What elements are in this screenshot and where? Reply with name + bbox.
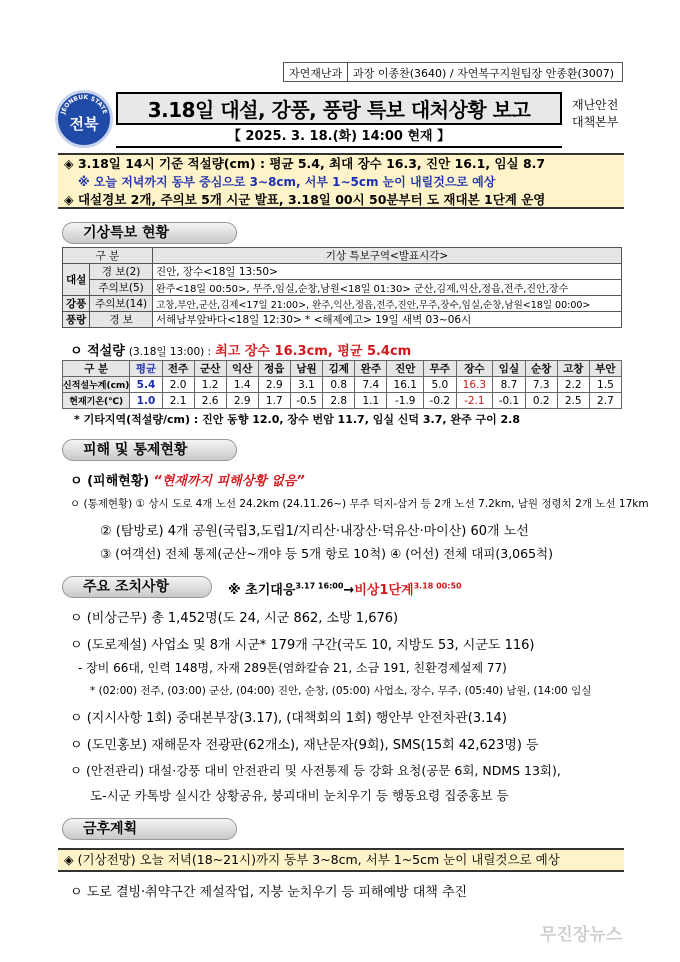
control-trails: ② (탐방로) 4개 공원(국립3,도립1/지리산·내장산·덕유산·마이산) 60개 노선 — [100, 524, 529, 539]
snow-value-cell: 7.3 — [525, 377, 557, 393]
section-weather: 기상특보 현황 — [62, 222, 237, 244]
table-row — [63, 264, 622, 280]
weather-cat: 대설 — [63, 264, 90, 296]
measure-equipment: - 장비 66대, 인력 148명, 자재 289톤(염화칼슘 21, 소금 191, 친환경제설제 77) — [78, 661, 507, 675]
snow-header-cell: 전주 — [162, 361, 194, 377]
snow-table — [62, 360, 622, 409]
contact-bar — [283, 62, 623, 82]
snow-value-cell: -1.9 — [387, 393, 424, 409]
snow-value-cell: 2.1 — [162, 393, 194, 409]
plan-forecast: ◈ (기상전망) 오늘 저녁(18~21시)까지 동부 3~8cm, 서부 1~5cm 눈이 내릴것으로 예상 — [58, 848, 624, 872]
snow-value-cell: 2.0 — [162, 377, 194, 393]
snow-header-cell: 구 분 — [63, 361, 130, 377]
weather-cat: 강풍 — [63, 296, 90, 312]
logo-text: 전북 — [69, 114, 99, 133]
weather-area: 고창,부안,군산,김제<17일 21:00>, 완주,익산,정읍,전주,진안,무주,장수,임실,순창,남원<18일 00:00> — [152, 296, 621, 312]
dept-label — [572, 97, 618, 131]
snow-value-cell: -0.2 — [424, 393, 456, 409]
damage-status-head: ㅇ (피해현황) — [70, 474, 150, 489]
snow-header-cell: 정읍 — [258, 361, 290, 377]
snow-header-cell: 남원 — [290, 361, 322, 377]
snow-header-cell: 무주 — [424, 361, 456, 377]
snow-value-cell: -2.1 — [456, 393, 493, 409]
weather-area: 진안, 장수<18일 13:50> — [152, 264, 621, 280]
summary-line-3: ◈ 대설경보 2개, 주의보 5개 시군 발표, 3.18일 00시 50분부터 도 재대본 1단계 운영 — [64, 192, 546, 207]
plan-action: ㅇ 도로 결빙·취약구간 제설작업, 지붕 눈치우기 등 피해예방 대책 추진 — [70, 885, 468, 900]
measure-safety: ㅇ (안전관리) 대설·강풍 대비 안전관리 및 사전통제 등 강화 요청(공문 6회, NDMS 13회), — [70, 763, 561, 778]
snow-value-cell: 2.7 — [589, 393, 621, 409]
snow-value-cell: 1.7 — [258, 393, 290, 409]
table-row — [63, 377, 622, 393]
snow-value-cell: 2.9 — [258, 377, 290, 393]
snow-header-cell: 익산 — [226, 361, 258, 377]
weather-table — [62, 247, 622, 328]
snow-header-cell: 김제 — [323, 361, 355, 377]
snow-row-label: 현재기온(℃) — [63, 393, 130, 409]
snow-label: ㅇ 적설량 — [70, 344, 125, 359]
dept-line-1: 재난안전 — [572, 98, 619, 112]
table-row — [63, 296, 622, 312]
weather-cat: 풍랑 — [63, 312, 90, 328]
contact-person-1: 과장 이종찬(3640) — [353, 67, 447, 80]
snow-note: * 기타지역(적설량/cm) : 진안 동향 12.0, 장수 번암 11.7, 임실 신덕 3.7, 완주 구이 2.8 — [74, 413, 521, 426]
snow-value-cell: 1.2 — [194, 377, 226, 393]
summary-line-1: ◈ 3.18일 14시 기준 적설량(cm) : 평균 5.4, 최대 장수 16.3, 진안 16.1, 임실 8.7 — [64, 156, 546, 171]
snow-header-cell: 평균 — [130, 361, 162, 377]
measure-publicity: ㅇ (도민홍보) 재해문자 전광판(62개소), 재난문자(9회), SMS(15회 42,623명) 등 — [70, 738, 539, 753]
page-title: 3.18일 대설, 강풍, 풍랑 특보 대처상황 보고 — [116, 92, 562, 125]
measure-snow-removal: ㅇ (도로제설) 사업소 및 8개 시군* 179개 구간(국도 10, 지방도 53, 시군도 116) — [70, 638, 535, 653]
snow-value-cell: 2.8 — [323, 393, 355, 409]
snow-value-cell: 2.5 — [557, 393, 589, 409]
response-initial-time: 3.17 16:00 — [295, 581, 344, 591]
measure-schedule: * (02:00) 전주, (03:00) 군산, (04:00) 진안, 순창, (05:00) 사업소, 장수, 무주, (05:40) 남원, (14:00 임실 — [90, 685, 592, 697]
snow-header-cell: 군산 — [194, 361, 226, 377]
snow-value-cell: 0.2 — [525, 393, 557, 409]
damage-status — [70, 470, 305, 489]
section-measures: 주요 조치사항 — [62, 576, 212, 598]
damage-status-value: “현재까지 피해상황 없음” — [153, 474, 305, 489]
weather-kind: 주의보(14) — [90, 296, 153, 312]
snow-value-cell: 0.8 — [323, 377, 355, 393]
snow-value-cell: 1.1 — [355, 393, 387, 409]
snow-value-cell: 2.6 — [194, 393, 226, 409]
snow-value-cell: 5.0 — [424, 377, 456, 393]
dept-line-2: 대책본부 — [572, 115, 619, 129]
logo-ring-text: JEONBUK STATE — [59, 93, 109, 115]
snow-header-cell: 부안 — [589, 361, 621, 377]
snow-highlight: 최고 장수 16.3cm, 평균 5.4cm — [215, 344, 412, 359]
watermark: 무진장뉴스 — [540, 925, 623, 945]
weather-head-area: 기상 특보구역<발표시각> — [152, 248, 621, 264]
weather-kind: 경 보 — [90, 312, 153, 328]
summary-line-2: ※ 오늘 저녁까지 동부 중심으로 3∼8cm, 서부 1∼5cm 눈이 내릴것으로 예상 — [78, 175, 496, 189]
response-stage: 비상1단계 — [354, 583, 414, 598]
contact-separator: / — [449, 67, 454, 80]
snow-header-cell: 임실 — [493, 361, 525, 377]
weather-kind: 경 보(2) — [90, 264, 153, 280]
snow-value-cell: 3.1 — [290, 377, 322, 393]
response-initial: ※ 초기대응 — [228, 583, 296, 598]
table-row — [63, 312, 622, 328]
snow-value-cell: 1.5 — [589, 377, 621, 393]
snow-value-cell: 2.9 — [226, 393, 258, 409]
weather-head-type: 구 분 — [63, 248, 153, 264]
snow-value-cell: 7.4 — [355, 377, 387, 393]
table-row — [63, 393, 622, 409]
snow-value-cell: 2.2 — [557, 377, 589, 393]
snow-value-cell: 5.4 — [130, 377, 162, 393]
report-date: 【 2025. 3. 18.(화) 14:00 현재 】 — [116, 126, 562, 148]
snow-value-cell: -0.1 — [493, 393, 525, 409]
response-arrow: → — [343, 583, 355, 598]
contact-dept: 자연재난과 — [284, 63, 348, 81]
weather-area: 완주<18일 00:50>, 무주,임실,순창,남원<18일 01:30> 군산,김제,익산,정읍,전주,진안,장수 — [152, 280, 621, 296]
snow-header-cell: 완주 — [355, 361, 387, 377]
snow-header-cell: 고창 — [557, 361, 589, 377]
jeonbuk-logo — [55, 90, 113, 148]
measure-emergency: ㅇ (비상근무) 총 1,452명(도 24, 시군 862, 소방 1,676) — [70, 611, 399, 626]
response-stage-time: 3.18 00:50 — [413, 581, 462, 591]
snow-header-cell: 진안 — [387, 361, 424, 377]
weather-area: 서해남부앞바다<18일 12:30> * <해제예고> 19일 새벽 03~06시 — [152, 312, 621, 328]
control-status: ㅇ (통제현황) ① 상시 도로 4개 노선 24.2km (24.11.26~) 무주 덕지-삼거 등 2개 노선 7.2km, 남원 정령치 2개 노선 17km — [70, 498, 649, 510]
snow-value-cell: 1.4 — [226, 377, 258, 393]
snow-time: (3.18일 13:00) : — [128, 346, 212, 358]
summary-box — [58, 153, 624, 209]
snow-header-cell: 장수 — [456, 361, 493, 377]
weather-kind: 주의보(5) — [90, 280, 153, 296]
contact-person-2: 자연복구지원팀장 안종환(3007) — [457, 67, 615, 80]
snow-value-cell: 16.3 — [456, 377, 493, 393]
snow-heading — [70, 340, 411, 359]
snow-value-cell: 8.7 — [493, 377, 525, 393]
snow-row-label: 신적설누계(cm) — [63, 377, 130, 393]
control-ferry: ③ (여객선) 전체 통제(군산~개야 등 5개 항로 10척) ④ (어선) 전체 대피(3,065척) — [100, 546, 553, 561]
snow-value-cell: -0.5 — [290, 393, 322, 409]
measure-safety-cont: 도-시군 카톡방 실시간 상황공유, 붕괴대비 눈치우기 등 행동요령 집중홍보 등 — [90, 788, 509, 803]
measure-instruction: ㅇ (지시사항 1회) 중대본부장(3.17), (대책회의 1회) 행안부 안전차관(3.14) — [70, 711, 507, 726]
contact-persons — [348, 63, 619, 81]
section-plan: 금후계획 — [62, 818, 237, 840]
snow-value-cell: 1.0 — [130, 393, 162, 409]
table-row — [63, 280, 622, 296]
snow-value-cell: 16.1 — [387, 377, 424, 393]
snow-header-cell: 순창 — [525, 361, 557, 377]
response-note — [228, 579, 462, 598]
section-damage: 피해 및 통제현황 — [62, 439, 237, 461]
